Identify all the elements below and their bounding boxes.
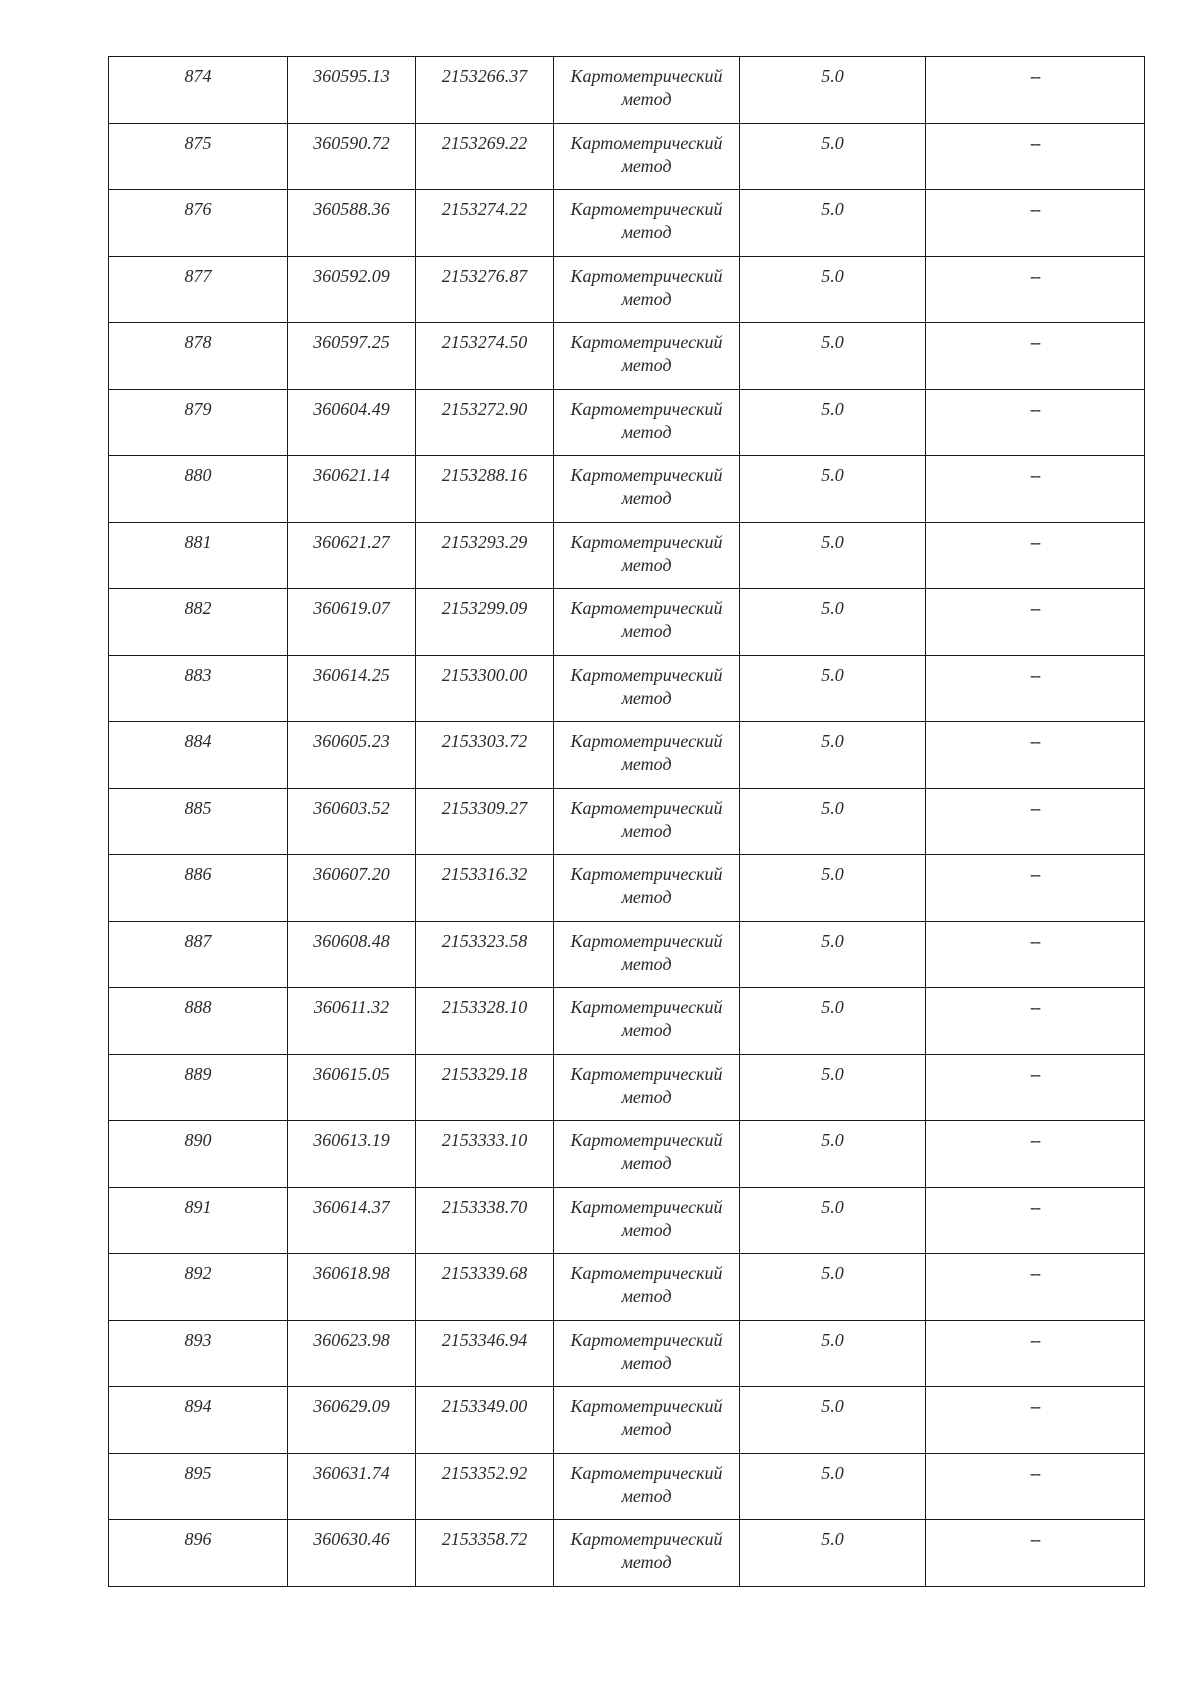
note-cell: --: [926, 1254, 1145, 1321]
method-line-2: метод: [621, 1485, 672, 1506]
note-cell: --: [926, 256, 1145, 323]
note-cell: --: [926, 1187, 1145, 1254]
method-line-1: Картометрический: [570, 531, 723, 552]
coordinates-table: [108, 56, 1145, 1587]
x-coordinate-cell: 360605.23: [288, 722, 416, 789]
table-row: [109, 1520, 1145, 1587]
method-line-1: Картометрический: [570, 132, 723, 153]
table-row: [109, 988, 1145, 1055]
accuracy-cell: 5.0: [740, 921, 926, 988]
accuracy-cell: 5.0: [740, 57, 926, 124]
table-row: [109, 256, 1145, 323]
y-coordinate-cell: 2153338.70: [416, 1187, 554, 1254]
method-cell: [554, 323, 740, 390]
method-line-1: Картометрический: [570, 1329, 723, 1350]
note-cell: --: [926, 655, 1145, 722]
y-coordinate-cell: 2153346.94: [416, 1320, 554, 1387]
method-line-1: Картометрический: [570, 66, 723, 86]
table-row: [109, 1254, 1145, 1321]
method-cell: [554, 589, 740, 656]
method-cell: [554, 1520, 740, 1587]
method-line-2: метод: [621, 1020, 672, 1040]
method-line-1: Картометрический: [570, 332, 723, 352]
method-cell: [554, 190, 740, 257]
method-line-2: метод: [621, 1153, 672, 1173]
method-cell: [554, 123, 740, 190]
note-cell: --: [926, 389, 1145, 456]
method-line-2: метод: [621, 687, 672, 708]
method-cell: [554, 1320, 740, 1387]
y-coordinate-cell: 2153329.18: [416, 1054, 554, 1121]
point-number-cell: 881: [109, 522, 288, 589]
point-number-cell: 887: [109, 921, 288, 988]
point-number-cell: 892: [109, 1254, 288, 1321]
method-cell: [554, 256, 740, 323]
method-cell: [554, 1187, 740, 1254]
accuracy-cell: 5.0: [740, 323, 926, 390]
y-coordinate-cell: 2153358.72: [416, 1520, 554, 1587]
note-cell: --: [926, 722, 1145, 789]
method-cell: [554, 389, 740, 456]
x-coordinate-cell: 360590.72: [288, 123, 416, 190]
note-cell: --: [926, 988, 1145, 1055]
y-coordinate-cell: 2153300.00: [416, 655, 554, 722]
point-number-cell: 882: [109, 589, 288, 656]
point-number-cell: 888: [109, 988, 288, 1055]
method-line-2: метод: [621, 488, 672, 508]
method-line-1: Картометрический: [570, 864, 723, 884]
table-row: [109, 921, 1145, 988]
accuracy-cell: 5.0: [740, 722, 926, 789]
accuracy-cell: 5.0: [740, 123, 926, 190]
method-line-2: метод: [621, 1086, 672, 1107]
accuracy-cell: 5.0: [740, 1254, 926, 1321]
x-coordinate-cell: 360613.19: [288, 1121, 416, 1188]
method-line-1: Картометрический: [570, 997, 723, 1017]
method-cell: [554, 522, 740, 589]
y-coordinate-cell: 2153333.10: [416, 1121, 554, 1188]
note-cell: --: [926, 788, 1145, 855]
y-coordinate-cell: 2153352.92: [416, 1453, 554, 1520]
point-number-cell: 877: [109, 256, 288, 323]
table-row: [109, 456, 1145, 523]
method-line-1: Картометрический: [570, 930, 723, 951]
note-cell: --: [926, 1121, 1145, 1188]
accuracy-cell: 5.0: [740, 589, 926, 656]
method-line-2: метод: [621, 89, 672, 109]
coordinates-table-body: [109, 57, 1145, 1587]
x-coordinate-cell: 360619.07: [288, 589, 416, 656]
table-row: [109, 1387, 1145, 1454]
accuracy-cell: 5.0: [740, 1054, 926, 1121]
x-coordinate-cell: 360607.20: [288, 855, 416, 922]
x-coordinate-cell: 360603.52: [288, 788, 416, 855]
point-number-cell: 893: [109, 1320, 288, 1387]
method-line-2: метод: [621, 754, 672, 774]
x-coordinate-cell: 360597.25: [288, 323, 416, 390]
method-line-1: Картометрический: [570, 598, 723, 618]
point-number-cell: 891: [109, 1187, 288, 1254]
x-coordinate-cell: 360588.36: [288, 190, 416, 257]
method-line-1: Картометрический: [570, 199, 723, 219]
point-number-cell: 890: [109, 1121, 288, 1188]
method-line-2: метод: [621, 222, 672, 242]
point-number-cell: 883: [109, 655, 288, 722]
note-cell: --: [926, 1387, 1145, 1454]
y-coordinate-cell: 2153274.22: [416, 190, 554, 257]
y-coordinate-cell: 2153274.50: [416, 323, 554, 390]
point-number-cell: 874: [109, 57, 288, 124]
point-number-cell: 879: [109, 389, 288, 456]
x-coordinate-cell: 360629.09: [288, 1387, 416, 1454]
method-line-2: метод: [621, 953, 672, 974]
y-coordinate-cell: 2153288.16: [416, 456, 554, 523]
method-line-2: метод: [621, 621, 672, 641]
x-coordinate-cell: 360614.25: [288, 655, 416, 722]
note-cell: --: [926, 123, 1145, 190]
method-cell: [554, 1121, 740, 1188]
x-coordinate-cell: 360595.13: [288, 57, 416, 124]
x-coordinate-cell: 360621.14: [288, 456, 416, 523]
table-row: [109, 1121, 1145, 1188]
table-row: [109, 655, 1145, 722]
method-line-1: Картометрический: [570, 1196, 723, 1217]
accuracy-cell: 5.0: [740, 1387, 926, 1454]
method-cell: [554, 855, 740, 922]
note-cell: --: [926, 1320, 1145, 1387]
note-cell: --: [926, 522, 1145, 589]
point-number-cell: 895: [109, 1453, 288, 1520]
y-coordinate-cell: 2153269.22: [416, 123, 554, 190]
y-coordinate-cell: 2153293.29: [416, 522, 554, 589]
note-cell: --: [926, 190, 1145, 257]
accuracy-cell: 5.0: [740, 522, 926, 589]
note-cell: --: [926, 1453, 1145, 1520]
table-row: [109, 1187, 1145, 1254]
method-line-2: метод: [621, 1286, 672, 1306]
table-row: [109, 190, 1145, 257]
method-line-2: метод: [621, 1552, 672, 1572]
note-cell: --: [926, 921, 1145, 988]
point-number-cell: 894: [109, 1387, 288, 1454]
accuracy-cell: 5.0: [740, 988, 926, 1055]
accuracy-cell: 5.0: [740, 1453, 926, 1520]
accuracy-cell: 5.0: [740, 788, 926, 855]
method-line-1: Картометрический: [570, 731, 723, 751]
point-number-cell: 886: [109, 855, 288, 922]
method-line-1: Картометрический: [570, 664, 723, 685]
note-cell: --: [926, 1520, 1145, 1587]
x-coordinate-cell: 360604.49: [288, 389, 416, 456]
point-number-cell: 875: [109, 123, 288, 190]
method-line-2: метод: [621, 421, 672, 442]
y-coordinate-cell: 2153339.68: [416, 1254, 554, 1321]
accuracy-cell: 5.0: [740, 1320, 926, 1387]
x-coordinate-cell: 360615.05: [288, 1054, 416, 1121]
table-row: [109, 1320, 1145, 1387]
accuracy-cell: 5.0: [740, 456, 926, 523]
table-row: [109, 855, 1145, 922]
accuracy-cell: 5.0: [740, 1187, 926, 1254]
method-line-1: Картометрический: [570, 1396, 723, 1416]
method-cell: [554, 1387, 740, 1454]
table-row: [109, 722, 1145, 789]
accuracy-cell: 5.0: [740, 190, 926, 257]
method-line-1: Картометрический: [570, 265, 723, 286]
table-row: [109, 788, 1145, 855]
method-cell: [554, 1254, 740, 1321]
x-coordinate-cell: 360621.27: [288, 522, 416, 589]
x-coordinate-cell: 360631.74: [288, 1453, 416, 1520]
point-number-cell: 880: [109, 456, 288, 523]
method-cell: [554, 1054, 740, 1121]
y-coordinate-cell: 2153299.09: [416, 589, 554, 656]
method-cell: [554, 921, 740, 988]
point-number-cell: 876: [109, 190, 288, 257]
method-line-1: Картометрический: [570, 1462, 723, 1483]
method-line-1: Картометрический: [570, 1263, 723, 1283]
x-coordinate-cell: 360608.48: [288, 921, 416, 988]
method-line-2: метод: [621, 355, 672, 375]
x-coordinate-cell: 360618.98: [288, 1254, 416, 1321]
note-cell: --: [926, 855, 1145, 922]
method-cell: [554, 456, 740, 523]
method-cell: [554, 722, 740, 789]
note-cell: --: [926, 57, 1145, 124]
point-number-cell: 896: [109, 1520, 288, 1587]
method-cell: [554, 788, 740, 855]
y-coordinate-cell: 2153316.32: [416, 855, 554, 922]
y-coordinate-cell: 2153272.90: [416, 389, 554, 456]
y-coordinate-cell: 2153266.37: [416, 57, 554, 124]
y-coordinate-cell: 2153303.72: [416, 722, 554, 789]
accuracy-cell: 5.0: [740, 655, 926, 722]
accuracy-cell: 5.0: [740, 389, 926, 456]
accuracy-cell: 5.0: [740, 855, 926, 922]
method-line-2: метод: [621, 820, 672, 841]
accuracy-cell: 5.0: [740, 1121, 926, 1188]
x-coordinate-cell: 360592.09: [288, 256, 416, 323]
note-cell: --: [926, 456, 1145, 523]
method-line-1: Картометрический: [570, 398, 723, 419]
method-line-2: метод: [621, 288, 672, 309]
method-cell: [554, 655, 740, 722]
method-line-2: метод: [621, 155, 672, 176]
method-line-1: Картометрический: [570, 465, 723, 485]
table-row: [109, 57, 1145, 124]
note-cell: --: [926, 323, 1145, 390]
point-number-cell: 884: [109, 722, 288, 789]
note-cell: --: [926, 589, 1145, 656]
method-line-1: Картометрический: [570, 797, 723, 818]
x-coordinate-cell: 360611.32: [288, 988, 416, 1055]
y-coordinate-cell: 2153276.87: [416, 256, 554, 323]
y-coordinate-cell: 2153309.27: [416, 788, 554, 855]
table-row: [109, 323, 1145, 390]
y-coordinate-cell: 2153349.00: [416, 1387, 554, 1454]
method-line-1: Картометрический: [570, 1130, 723, 1150]
method-cell: [554, 57, 740, 124]
x-coordinate-cell: 360623.98: [288, 1320, 416, 1387]
table-row: [109, 123, 1145, 190]
x-coordinate-cell: 360614.37: [288, 1187, 416, 1254]
point-number-cell: 878: [109, 323, 288, 390]
method-cell: [554, 1453, 740, 1520]
point-number-cell: 885: [109, 788, 288, 855]
table-row: [109, 589, 1145, 656]
accuracy-cell: 5.0: [740, 256, 926, 323]
note-cell: --: [926, 1054, 1145, 1121]
method-line-1: Картометрический: [570, 1063, 723, 1084]
method-line-2: метод: [621, 887, 672, 907]
table-row: [109, 1453, 1145, 1520]
y-coordinate-cell: 2153323.58: [416, 921, 554, 988]
accuracy-cell: 5.0: [740, 1520, 926, 1587]
method-line-2: метод: [621, 1352, 672, 1373]
method-line-2: метод: [621, 1219, 672, 1240]
method-line-1: Картометрический: [570, 1529, 723, 1549]
method-line-2: метод: [621, 1419, 672, 1439]
table-row: [109, 522, 1145, 589]
x-coordinate-cell: 360630.46: [288, 1520, 416, 1587]
point-number-cell: 889: [109, 1054, 288, 1121]
table-row: [109, 1054, 1145, 1121]
method-line-2: метод: [621, 554, 672, 575]
table-row: [109, 389, 1145, 456]
y-coordinate-cell: 2153328.10: [416, 988, 554, 1055]
method-cell: [554, 988, 740, 1055]
